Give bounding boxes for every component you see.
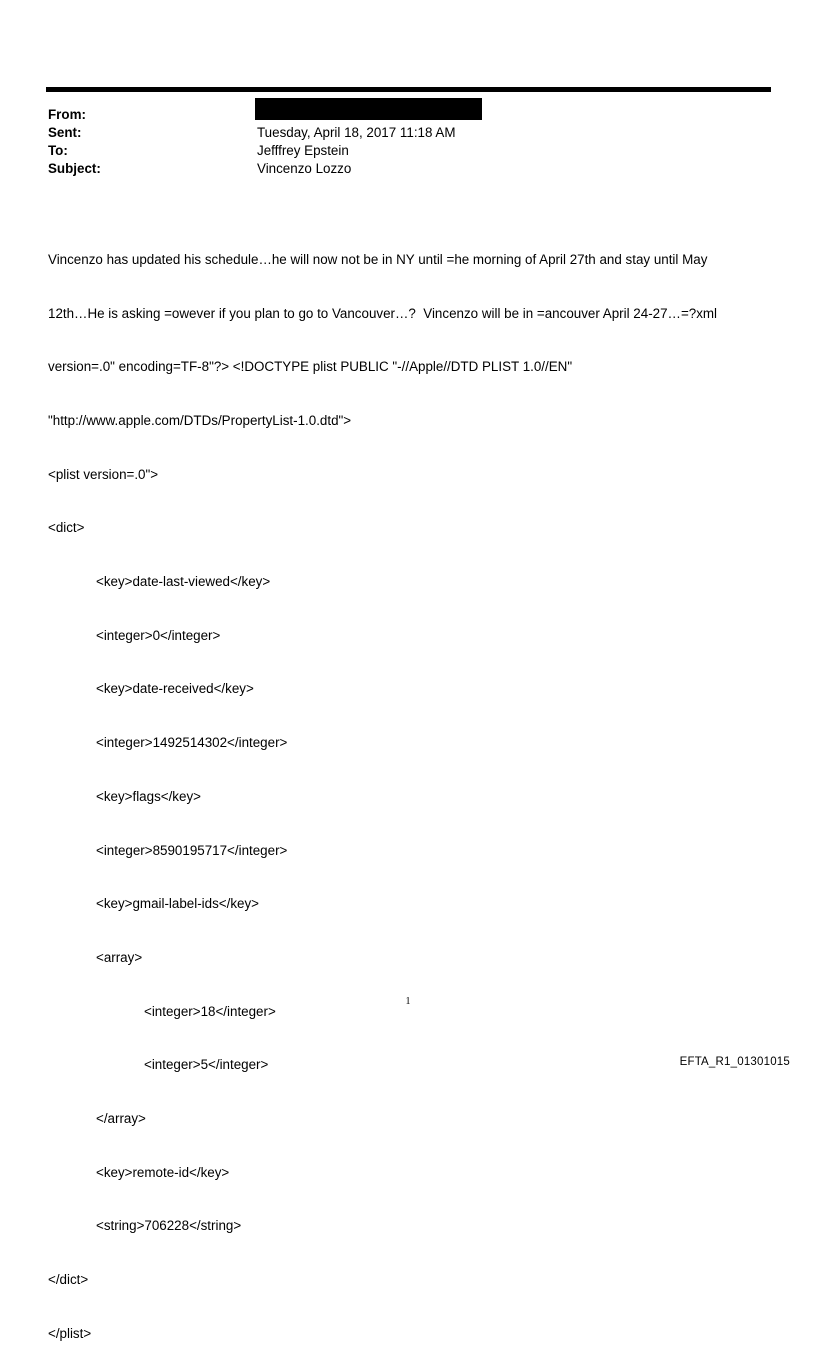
body-line: <string>706228</string>: [48, 1218, 242, 1234]
to-value: Jefffrey Epstein: [257, 143, 349, 158]
subject-value: Vincenzo Lozzo: [257, 161, 352, 176]
body-line: <key>flags</key>: [48, 788, 201, 804]
body-line: </plist>: [48, 1325, 92, 1341]
header-rule: [46, 87, 771, 92]
email-body: [48, 215, 738, 1361]
header-sent: [48, 124, 748, 142]
sent-value: Tuesday, April 18, 2017 11:18 AM: [257, 125, 456, 140]
to-label: To:: [48, 143, 68, 158]
body-line: 12th…He is asking =owever if you plan to go to Vancouver…? Vincenzo will be in =ancouver April 24-27…=?xml: [48, 305, 718, 321]
body-line: <integer>18</integer>: [48, 1003, 276, 1019]
page-number: 1: [405, 996, 411, 1007]
subject-label: Subject:: [48, 161, 101, 176]
body-line: <dict>: [48, 520, 85, 536]
header-subject: [48, 160, 748, 178]
body-line: <plist version=.0">: [48, 466, 159, 482]
body-line: <key>remote-id</key>: [48, 1164, 230, 1180]
redaction-box: [255, 98, 482, 120]
body-line: <array>: [48, 949, 143, 965]
header-from: [48, 106, 748, 124]
body-line: <integer>0</integer>: [48, 627, 221, 643]
body-line: <key>date-last-viewed</key>: [48, 574, 271, 590]
bates-number: EFTA_R1_01301015: [679, 1056, 790, 1068]
body-line: <integer>8590195717</integer>: [48, 842, 288, 858]
body-line: Vincenzo has updated his schedule…he will now not be in NY until =he morning of April 27th and stay until May: [48, 251, 708, 267]
sent-label: Sent:: [48, 125, 82, 140]
body-line: <key>date-received</key>: [48, 681, 254, 697]
email-headers: [48, 106, 748, 178]
from-label: From:: [48, 107, 86, 122]
body-line: </array>: [48, 1111, 146, 1127]
body-line: version=.0" encoding=TF-8"?> <!DOCTYPE plist PUBLIC "-//Apple//DTD PLIST 1.0//EN": [48, 359, 573, 375]
body-line: <integer>1492514302</integer>: [48, 735, 288, 751]
body-line: </dict>: [48, 1272, 89, 1288]
header-to: [48, 142, 748, 160]
body-line: <integer>5</integer>: [48, 1057, 269, 1073]
body-line: <key>gmail-label-ids</key>: [48, 896, 260, 912]
body-line: "http://www.apple.com/DTDs/PropertyList-1.0.dtd">: [48, 412, 352, 428]
